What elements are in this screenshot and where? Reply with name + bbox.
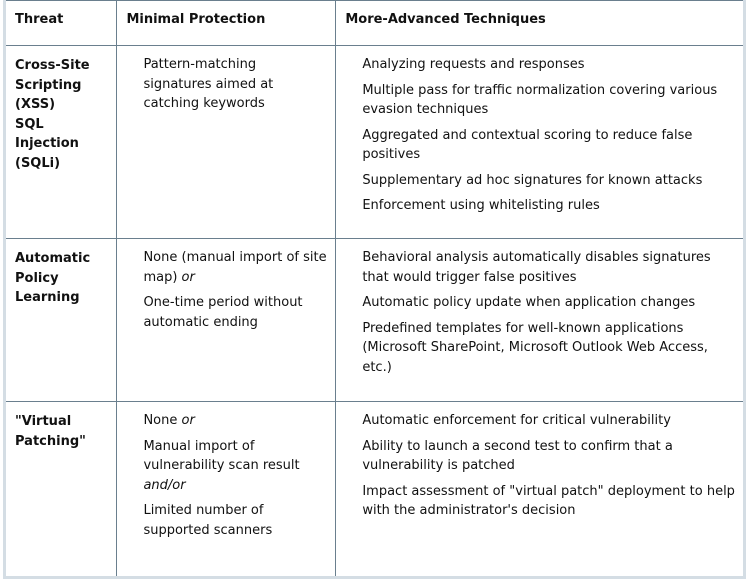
minimal-item: One-time period without automatic ending <box>143 295 303 330</box>
minimal-item: None or <box>143 413 195 428</box>
threat-line: Learning <box>15 290 80 305</box>
threat-line: (SQLi) <box>15 155 61 171</box>
advanced-item: Analyzing requests and responses <box>362 57 585 72</box>
advanced-techniques-cell <box>336 46 745 239</box>
threat-name <box>6 402 116 451</box>
advanced-item: Behavioral analysis automatically disables signatures that would trigger false positives <box>362 250 711 285</box>
minimal-item: Limited number of supported scanners <box>143 503 273 538</box>
advanced-item: Predefined templates for well-known applications (Microsoft SharePoint, Microsoft Outlook Web Access, etc.) <box>362 320 708 375</box>
advanced-techniques-cell <box>336 402 745 578</box>
header-advanced-techniques: More-Advanced Techniques <box>345 12 546 27</box>
threat-line: Policy <box>15 270 59 286</box>
comparison-table <box>3 0 746 579</box>
table-row-policy-learning <box>5 239 745 402</box>
advanced-techniques-cell <box>336 239 745 402</box>
table-row-virtual-patching <box>5 402 745 578</box>
threat-line: Automatic <box>15 251 91 266</box>
threat-cell <box>5 402 117 578</box>
advanced-item: Ability to launch a second test to confirm that a vulnerability is patched <box>362 438 673 473</box>
threat-cell <box>5 239 117 402</box>
advanced-item: Automatic enforcement for critical vulnerability <box>362 413 671 428</box>
threat-line: Injection <box>15 136 79 151</box>
header-cell-advanced <box>336 1 745 46</box>
minimal-protection-cell <box>117 402 336 578</box>
minimal-protection-cell <box>117 46 336 239</box>
minimal-item: None (manual import of site map) or <box>143 250 327 285</box>
threat-line: Scripting <box>15 77 82 93</box>
advanced-item: Supplementary ad hoc signatures for known attacks <box>362 172 703 188</box>
header-minimal-protection: Minimal Protection <box>126 12 266 27</box>
threat-name <box>6 239 116 308</box>
advanced-item: Impact assessment of "virtual patch" deployment to help with the administrator's decision <box>362 483 735 518</box>
minimal-item: Manual import of vulnerability scan result and/or <box>143 438 300 493</box>
minimal-item: Pattern-matching signatures aimed at catching keywords <box>143 57 274 111</box>
advanced-item: Enforcement using whitelisting rules <box>362 198 600 213</box>
header-threat: Threat <box>15 12 64 27</box>
header-row <box>5 1 745 46</box>
advanced-item: Automatic policy update when application changes <box>362 295 696 310</box>
threat-line: Cross-Site <box>15 58 90 73</box>
threat-line: SQL <box>15 116 44 132</box>
minimal-protection-cell <box>117 239 336 402</box>
header-cell-threat <box>5 1 117 46</box>
advanced-item: Multiple pass for traffic normalization covering various evasion techniques <box>362 82 718 117</box>
threat-line: "Virtual <box>15 414 72 429</box>
threat-line: (XSS) <box>15 97 56 112</box>
threat-line: Patching" <box>15 433 86 449</box>
header-cell-minimal <box>117 1 336 46</box>
threat-cell <box>5 46 117 239</box>
threat-name <box>6 46 116 173</box>
advanced-item: Aggregated and contextual scoring to reduce false positives <box>362 127 693 162</box>
table-row-xss-sqli <box>5 46 745 239</box>
